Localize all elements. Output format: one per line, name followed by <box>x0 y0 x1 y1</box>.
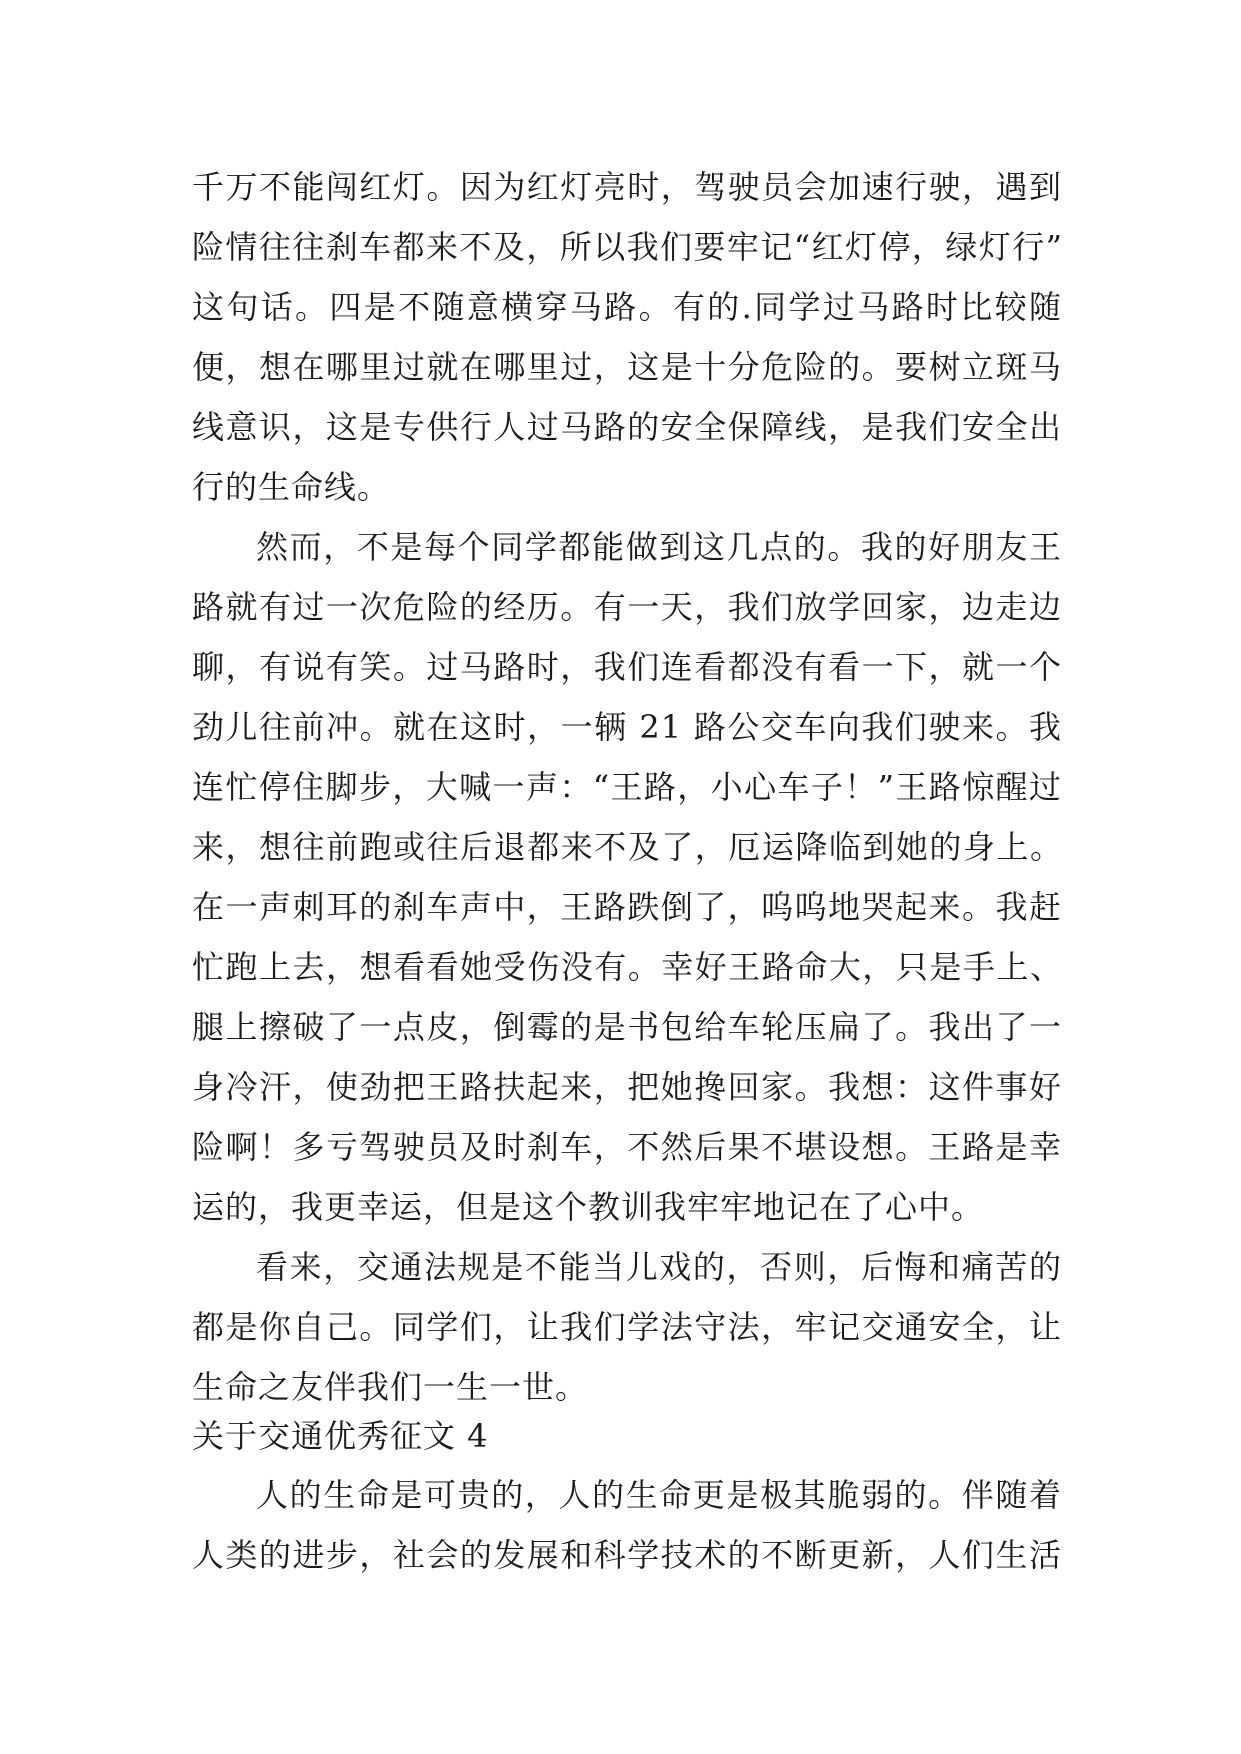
text-line: 看来，交通法规是不能当儿戏的，否则，后悔和痛苦的 <box>256 1248 1062 1286</box>
section-heading: 关于交通优秀征文 4 <box>192 1417 489 1455</box>
text-line: 聊，有说有笑。过马路时，我们连看都没有看一下，就一个 <box>192 648 1062 686</box>
text-line: 人类的进步，社会的发展和科学技术的不断更新，人们生活 <box>192 1536 1062 1574</box>
text-line: 运的，我更幸运，但是这个教训我牢牢地记在了心中。 <box>192 1188 985 1226</box>
text-line: 人的生命是可贵的，人的生命更是极其脆弱的。伴随着 <box>256 1476 1062 1514</box>
paragraph <box>192 1465 1062 1585</box>
text-line: 身冷汗，使劲把王路扶起来，把她搀回家。我想：这件事好 <box>192 1068 1062 1106</box>
text-line: 路就有过一次危险的经历。有一天，我们放学回家，边走边 <box>192 588 1062 626</box>
text-line: 劲儿往前冲。就在这时，一辆 21 路公交车向我们驶来。我 <box>192 708 1062 746</box>
text-line: 线意识，这是专供行人过马路的安全保障线，是我们安全出 <box>192 408 1062 446</box>
paragraph <box>192 1237 1062 1417</box>
text-line: 来，想往前跑或往后退都来不及了，厄运降临到她的身上。 <box>192 828 1062 866</box>
text-line: 便，想在哪里过就在哪里过，这是十分危险的。要树立斑马 <box>192 348 1062 386</box>
document-page <box>192 157 1062 1585</box>
text-line: 都是你自己。同学们，让我们学法守法，牢记交通安全，让 <box>192 1308 1062 1346</box>
text-line: 险情往往刹车都来不及，所以我们要牢记“红灯停，绿灯行” <box>192 228 1062 266</box>
text-line: 行的生命线。 <box>192 468 391 506</box>
text-line: 险啊！多亏驾驶员及时刹车，不然后果不堪设想。王路是幸 <box>192 1128 1062 1166</box>
text-line: 连忙停住脚步，大喊一声：“王路，小心车子！”王路惊醒过 <box>192 768 1062 806</box>
text-line: 腿上擦破了一点皮，倒霉的是书包给车轮压扁了。我出了一 <box>192 1008 1062 1046</box>
text-line: 然而，不是每个同学都能做到这几点的。我的好朋友王 <box>256 528 1062 566</box>
text-line: 千万不能闯红灯。因为红灯亮时，驾驶员会加速行驶，遇到 <box>192 168 1062 206</box>
text-line: 这句话。四是不随意横穿马路。有的.同学过马路时比较随 <box>192 288 1062 326</box>
text-line: 忙跑上去，想看看她受伤没有。幸好王路命大，只是手上、 <box>192 948 1062 986</box>
text-line: 生命之友伴我们一生一世。 <box>192 1368 589 1406</box>
paragraph <box>192 517 1062 1237</box>
paragraph <box>192 157 1062 517</box>
text-line: 在一声刺耳的刹车声中，王路跌倒了，呜呜地哭起来。我赶 <box>192 888 1062 926</box>
